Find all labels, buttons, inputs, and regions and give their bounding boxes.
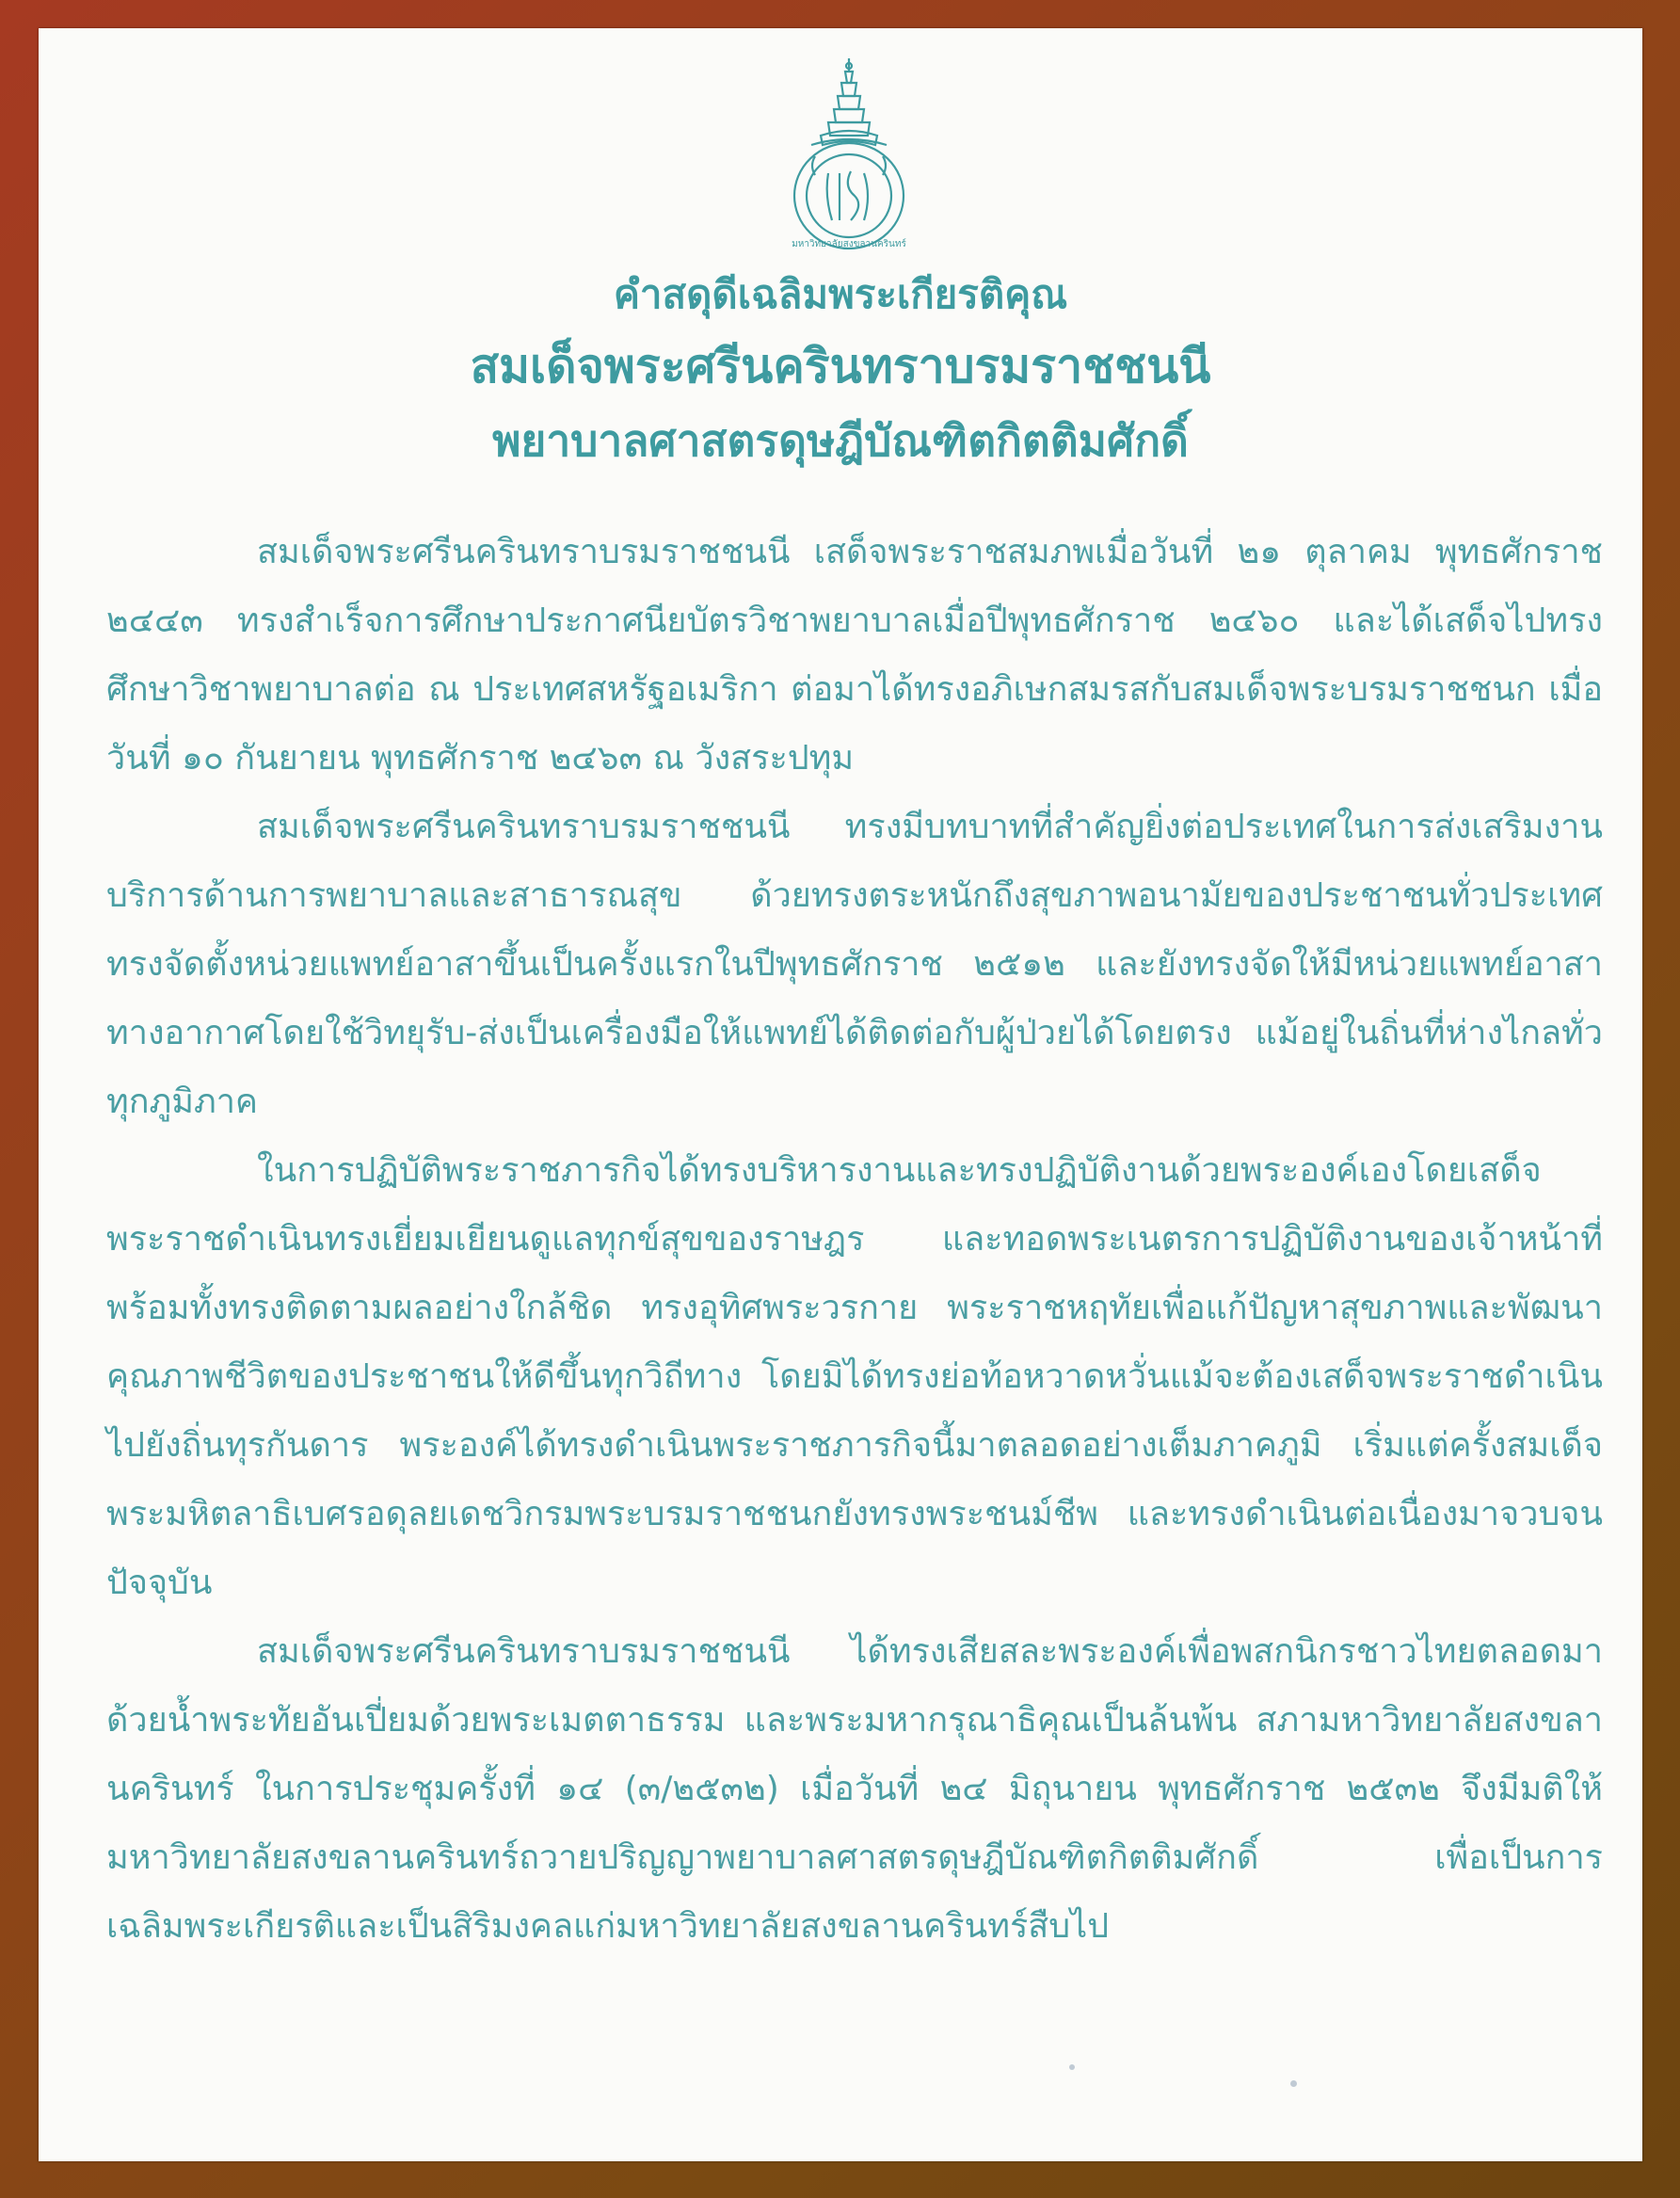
scan-speck [1069, 2064, 1075, 2070]
scan-speck [1290, 2080, 1297, 2087]
document-title-line-3: พยาบาลศาสตรดุษฎีบัณฑิตกิตติมศักดิ์ [492, 415, 1189, 466]
university-seal-icon [783, 55, 915, 252]
document-title-line-1: คำสดุดีเฉลิมพระเกียรติคุณ [613, 271, 1068, 317]
paragraph-4: สมเด็จพระศรีนครินทราบรมราชชนนี ได้ทรงเสียสละพระองค์เพื่อพสกนิกรชาวไทยตลอดมา ด้วยน้ำพระทัยอันเปี่ยมด้วยพระเมตตาธรรม และพระมหากรุณาธิคุณเป็นล้นพ้น สภามหาวิทยาลัยสงขลานครินทร์ ในการประชุมครั้งที่ ๑๔ (๓/๒๕๓๒) เมื่อวันที่ ๒๔ มิถุนายน พุทธศักราช ๒๕๓๒ จึงมีมติให้มหาวิทยาลัยสงขลานครินทร์ถวายปริญญาพยาบาลศาสตรดุษฎีบัณฑิตกิตติมศักดิ์ เพื่อเป็นการเฉลิมพระเกียรติและเป็นสิริมงคลแก่มหาวิทยาลัยสงขลานครินทร์สืบไป [106, 1632, 1603, 1946]
seal-caption: มหาวิทยาลัยสงขลานครินทร์ [792, 239, 906, 249]
document-body [106, 518, 1603, 1961]
title-block [39, 262, 1642, 476]
document-page [39, 28, 1642, 2161]
paragraph-2: สมเด็จพระศรีนครินทราบรมราชชนนี ทรงมีบทบาทที่สำคัญยิ่งต่อประเทศในการส่งเสริมงานบริการด้านการพยาบาลและสาธารณสุข ด้วยทรงตระหนักถึงสุขภาพอนามัยของประชาชนทั่วประเทศ ทรงจัดตั้งหน่วยแพทย์อาสาขึ้นเป็นครั้งแรกในปีพุทธศักราช ๒๕๑๒ และยังทรงจัดให้มีหน่วยแพทย์อาสาทางอากาศโดยใช้วิทยุรับ-ส่งเป็นเครื่องมือให้แพทย์ได้ติดต่อกับผู้ป่วยได้โดยตรง แม้อยู่ในถิ่นที่ห่างไกลทั่วทุกภูมิภาค [106, 808, 1603, 1121]
document-title-line-2: สมเด็จพระศรีนครินทราบรมราชชนนี [470, 339, 1211, 393]
paragraph-1: สมเด็จพระศรีนครินทราบรมราชชนนี เสด็จพระราชสมภพเมื่อวันที่ ๒๑ ตุลาคม พุทธศักราช ๒๔๔๓ ทรงสำเร็จการศึกษาประกาศนียบัตรวิชาพยาบาลเมื่อปีพุทธศักราช ๒๔๖๐ และได้เสด็จไปทรงศึกษาวิชาพยาบาลต่อ ณ ประเทศสหรัฐอเมริกา ต่อมาได้ทรงอภิเษกสมรสกับสมเด็จพระบรมราชชนก เมื่อวันที่ ๑๐ กันยายน พุทธศักราช ๒๔๖๓ ณ วังสระปทุม [106, 533, 1603, 778]
paragraph-3: ในการปฏิบัติพระราชภารกิจได้ทรงบริหารงานและทรงปฏิบัติงานด้วยพระองค์เองโดยเสด็จพระราชดำเนินทรงเยี่ยมเยียนดูแลทุกข์สุขของราษฎร และทอดพระเนตรการปฏิบัติงานของเจ้าหน้าที่พร้อมทั้งทรงติดตามผลอย่างใกล้ชิด ทรงอุทิศพระวรกาย พระราชหฤทัยเพื่อแก้ปัญหาสุขภาพและพัฒนาคุณภาพชีวิตของประชาชนให้ดีขึ้นทุกวิถีทาง โดยมิได้ทรงย่อท้อหวาดหวั่นแม้จะต้องเสด็จพระราชดำเนินไปยังถิ่นทุรกันดาร พระองค์ได้ทรงดำเนินพระราชภารกิจนี้มาตลอดอย่างเต็มภาคภูมิ เริ่มแต่ครั้งสมเด็จพระมหิตลาธิเบศรอดุลยเดชวิกรมพระบรมราชชนกยังทรงพระชนม์ชีพ และทรงดำเนินต่อเนื่องมาจวบจนปัจจุบัน [106, 1151, 1603, 1602]
